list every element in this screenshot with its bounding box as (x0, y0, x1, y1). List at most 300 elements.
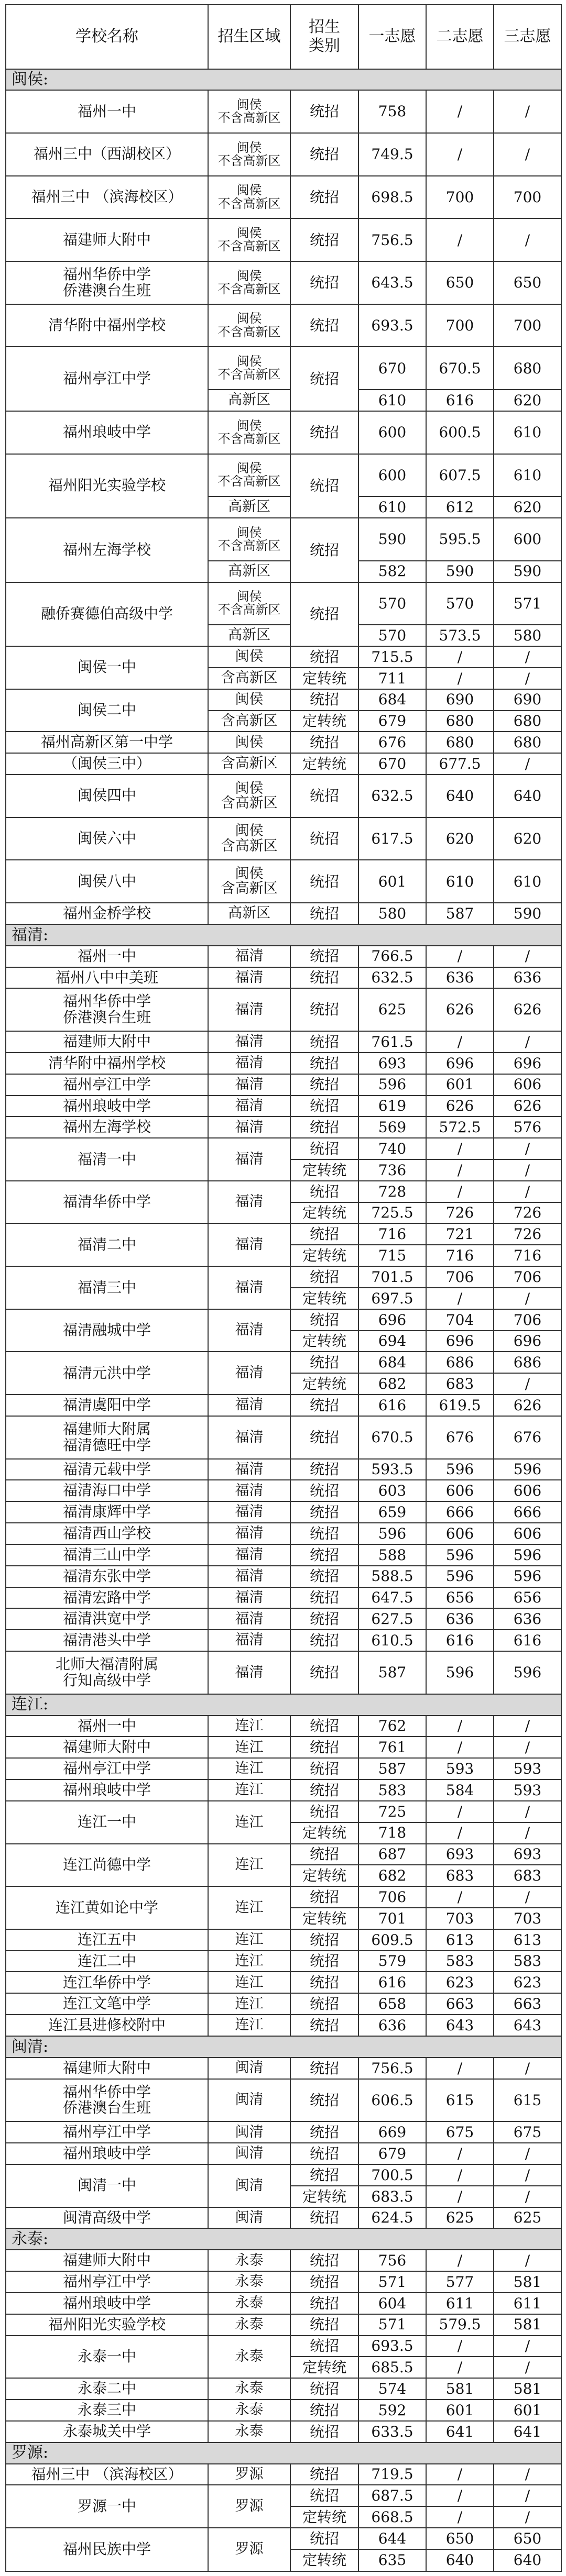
table-row (6, 1758, 561, 1779)
cell-school-name: 福清元载中学 (6, 1459, 208, 1480)
cell-second-choice: / (426, 1822, 494, 1844)
cell-second-choice: 615 (426, 2079, 494, 2122)
cell-first-choice: 728 (358, 1181, 426, 1202)
cell-school-name: 福清西山学校 (6, 1523, 208, 1544)
cell-school-name: 福清海口中学 (6, 1480, 208, 1501)
cell-third-choice: 590 (494, 561, 561, 582)
cell-enroll-type: 统招 (290, 2271, 358, 2293)
cell-first-choice: 756 (358, 2250, 426, 2271)
cell-second-choice: 601 (426, 2400, 494, 2421)
cell-second-choice: / (426, 2357, 494, 2378)
cell-enroll-type: 定转统 (290, 2506, 358, 2528)
cell-third-choice: / (494, 946, 561, 967)
cell-first-choice: 604 (358, 2293, 426, 2314)
cell-enroll-area: 闽清 (208, 2143, 290, 2164)
cell-third-choice: / (494, 2143, 561, 2164)
cell-enroll-type: 统招 (290, 2164, 358, 2186)
cell-enroll-type: 统招 (290, 2464, 358, 2485)
cell-enroll-area: 高新区 (208, 496, 290, 518)
cell-second-choice: 623 (426, 1972, 494, 1993)
cell-third-choice: 606 (494, 1523, 561, 1544)
cell-second-choice: / (426, 1159, 494, 1181)
cell-first-choice: 669 (358, 2121, 426, 2143)
cell-first-choice: 725 (358, 1801, 426, 1822)
cell-enroll-area: 高新区 (208, 390, 290, 411)
cell-first-choice: 632.5 (358, 775, 426, 817)
cell-school-name: 福州阳光实验学校 (6, 454, 208, 518)
cell-third-choice: 675 (494, 2121, 561, 2143)
cell-first-choice: 701.5 (358, 1266, 426, 1288)
cell-school-name: 连江文笔中学 (6, 1993, 208, 2015)
cell-first-choice: 711 (358, 668, 426, 689)
cell-second-choice: 625 (426, 2207, 494, 2229)
cell-enroll-type: 统招 (290, 2314, 358, 2336)
cell-second-choice: 683 (426, 1373, 494, 1395)
cell-enroll-area: 福清 (208, 1074, 290, 1096)
cell-second-choice: 612 (426, 496, 494, 518)
cell-second-choice: 680 (426, 732, 494, 753)
cell-second-choice: / (426, 90, 494, 133)
table-row (6, 1929, 561, 1951)
table-row (6, 1993, 561, 2015)
cell-enroll-type: 统招 (290, 2421, 358, 2442)
cell-enroll-area: 福清 (208, 1352, 290, 1395)
cell-first-choice: 579 (358, 1951, 426, 1972)
cell-enroll-type: 统招 (290, 1309, 358, 1331)
cell-school-name: 福清元洪中学 (6, 1352, 208, 1395)
cell-second-choice: / (426, 646, 494, 668)
cell-third-choice: 581 (494, 2314, 561, 2336)
cell-second-choice: / (426, 2143, 494, 2164)
header-school-name: 学校名称 (6, 5, 208, 69)
cell-enroll-area: 连江 (208, 1737, 290, 1758)
section-row (6, 1694, 561, 1716)
cell-third-choice: / (494, 2336, 561, 2357)
cell-enroll-area: 闽清 (208, 2058, 290, 2079)
header-third-choice: 三志愿 (494, 5, 561, 69)
cell-second-choice: / (426, 1801, 494, 1822)
table-row (6, 1352, 561, 1373)
cell-third-choice: 700 (494, 304, 561, 347)
cell-line: 闽侯 (236, 418, 262, 433)
header-row (6, 5, 561, 69)
cell-school-name (6, 261, 208, 304)
cell-second-choice: 676 (426, 1416, 494, 1459)
cell-enroll-area: 连江 (208, 1951, 290, 1972)
cell-third-choice: 606 (494, 1074, 561, 1096)
cell-third-choice: / (494, 133, 561, 176)
cell-third-choice: 593 (494, 1779, 561, 1801)
cell-second-choice: 650 (426, 261, 494, 304)
cell-enroll-area: 福清 (208, 1566, 290, 1587)
cell-school-name (6, 988, 208, 1031)
cell-enroll-type: 统招 (290, 1544, 358, 1566)
cell-first-choice: 588.5 (358, 1566, 426, 1587)
table-row (6, 775, 561, 817)
cell-enroll-type: 统招 (290, 817, 358, 860)
cell-second-choice: / (426, 1181, 494, 1202)
cell-enroll-type: 统招 (290, 2079, 358, 2122)
cell-school-name: 福州亭江中学 (6, 2121, 208, 2143)
cell-third-choice: 611 (494, 2293, 561, 2314)
cell-school-name: 福清二中 (6, 1223, 208, 1266)
cell-third-choice: 610 (494, 411, 561, 454)
cell-enroll-area (208, 454, 290, 497)
cell-first-choice: 635 (358, 2549, 426, 2571)
table-row (6, 2250, 561, 2271)
cell-first-choice: 684 (358, 689, 426, 711)
cell-third-choice: 606 (494, 1480, 561, 1501)
cell-school-name: 闽侯八中 (6, 860, 208, 903)
cell-enroll-area: 连江 (208, 1886, 290, 1929)
cell-first-choice: 633.5 (358, 2421, 426, 2442)
cell-first-choice: 569 (358, 1116, 426, 1138)
cell-school-name: 福清港头中学 (6, 1630, 208, 1651)
table-row (6, 946, 561, 967)
cell-first-choice: 716 (358, 1223, 426, 1245)
cell-third-choice: 596 (494, 1459, 561, 1480)
cell-second-choice: 570 (426, 582, 494, 625)
cell-second-choice: / (426, 2186, 494, 2207)
cell-school-name (6, 2079, 208, 2122)
cell-second-choice: 581 (426, 2378, 494, 2400)
table-row (6, 133, 561, 176)
cell-first-choice: 644 (358, 2528, 426, 2549)
table-row (6, 347, 561, 390)
cell-first-choice: 756.5 (358, 2058, 426, 2079)
cell-school-name: 福清一中 (6, 1138, 208, 1181)
cell-third-choice: 626 (494, 1395, 561, 1416)
cell-enroll-area (208, 347, 290, 390)
cell-first-choice: 647.5 (358, 1587, 426, 1609)
cell-second-choice: / (426, 1031, 494, 1053)
section-row (6, 69, 561, 91)
table-row (6, 2336, 561, 2357)
table-row (6, 1309, 561, 1331)
cell-enroll-type: 定转统 (290, 668, 358, 689)
table-row (6, 1630, 561, 1651)
table-row (6, 2079, 561, 2122)
cell-third-choice: 613 (494, 1929, 561, 1951)
table-row (6, 2421, 561, 2442)
cell-second-choice: 587 (426, 903, 494, 924)
cell-enroll-area: 永泰 (208, 2293, 290, 2314)
cell-enroll-type: 定转统 (290, 1908, 358, 1929)
cell-second-choice: 700 (426, 304, 494, 347)
cell-second-choice: / (426, 1138, 494, 1159)
table-row (6, 689, 561, 711)
cell-enroll-type: 统招 (290, 1223, 358, 1245)
cell-second-choice: 666 (426, 1501, 494, 1523)
cell-enroll-type: 统招 (290, 1651, 358, 1694)
cell-enroll-area: 福清 (208, 1587, 290, 1609)
cell-school-name: 福州八中中美班 (6, 967, 208, 989)
cell-line: 福州华侨中学 (62, 266, 151, 283)
cell-school-name: 福州一中 (6, 1716, 208, 1737)
cell-enroll-type: 统招 (290, 1266, 358, 1288)
cell-enroll-type: 统招 (290, 967, 358, 989)
cell-first-choice: 683.5 (358, 2186, 426, 2207)
cell-enroll-type: 统招 (290, 2400, 358, 2421)
cell-school-name: 福州一中 (6, 90, 208, 133)
cell-enroll-area: 罗源 (208, 2485, 290, 2528)
cell-third-choice: / (494, 1138, 561, 1159)
table-row (6, 218, 561, 261)
cell-enroll-area: 闽清 (208, 2079, 290, 2122)
cell-school-name: 永泰三中 (6, 2400, 208, 2421)
cell-first-choice: 606.5 (358, 2079, 426, 2122)
cell-school-name: 连江尚德中学 (6, 1844, 208, 1887)
cell-enroll-type: 统招 (290, 1459, 358, 1480)
cell-third-choice: / (494, 218, 561, 261)
cell-enroll-type: 统招 (290, 1031, 358, 1053)
cell-first-choice: 698.5 (358, 176, 426, 219)
cell-enroll-area: 永泰 (208, 2421, 290, 2442)
cell-school-name: 福州三中（西湖校区） (6, 133, 208, 176)
cell-second-choice: 636 (426, 1608, 494, 1630)
cell-school-name: 福清融城中学 (6, 1309, 208, 1352)
cell-school-name: 闽清一中 (6, 2164, 208, 2207)
cell-line: 不含高新区 (217, 153, 281, 168)
cell-enroll-type: 统招 (290, 1608, 358, 1630)
cell-second-choice: / (426, 1886, 494, 1908)
cell-third-choice: / (494, 2186, 561, 2207)
cell-first-choice: 685.5 (358, 2357, 426, 2378)
cell-first-choice: 687.5 (358, 2485, 426, 2506)
cell-enroll-area (208, 582, 290, 625)
table-row (6, 1844, 561, 1865)
cell-enroll-area: 含高新区 (208, 753, 290, 775)
cell-first-choice: 700.5 (358, 2164, 426, 2186)
cell-third-choice: 680 (494, 347, 561, 390)
cell-enroll-area: 闽侯 (208, 732, 290, 753)
table-row (6, 1266, 561, 1288)
cell-first-choice: 624.5 (358, 2207, 426, 2229)
cell-school-name: 福建师大附中 (6, 2058, 208, 2079)
cell-enroll-type: 统招 (290, 2485, 358, 2506)
cell-third-choice: 626 (494, 988, 561, 1031)
cell-first-choice: 706 (358, 1886, 426, 1908)
cell-first-choice: 600 (358, 454, 426, 497)
table-row (6, 1523, 561, 1544)
cell-enroll-type: 统招 (290, 582, 358, 647)
cell-enroll-type: 统招 (290, 1523, 358, 1544)
cell-first-choice: 761.5 (358, 1031, 426, 1053)
cell-school-name: 福州琅岐中学 (6, 1096, 208, 1117)
table-body (6, 5, 561, 2571)
table-row (6, 1501, 561, 1523)
cell-third-choice: 626 (494, 1096, 561, 1117)
cell-first-choice: 625 (358, 988, 426, 1031)
cell-line: 不含高新区 (217, 324, 281, 339)
cell-second-choice: 696 (426, 1053, 494, 1074)
cell-enroll-area: 含高新区 (208, 711, 290, 732)
cell-school-name: 福州琅岐中学 (6, 1779, 208, 1801)
cell-line: 侨港澳台生班 (62, 1009, 151, 1026)
cell-second-choice: 611 (426, 2293, 494, 2314)
table-row (6, 1651, 561, 1694)
cell-third-choice: / (494, 1886, 561, 1908)
cell-enroll-area: 福清 (208, 1223, 290, 1266)
cell-enroll-type: 统招 (290, 1181, 358, 1202)
cell-enroll-type: 定转统 (290, 2186, 358, 2207)
cell-third-choice: 690 (494, 689, 561, 711)
cell-first-choice: 570 (358, 582, 426, 625)
cell-third-choice: 726 (494, 1202, 561, 1224)
cell-line: 含高新区 (221, 837, 278, 854)
cell-enroll-type: 统招 (290, 304, 358, 347)
cell-enroll-area: 福清 (208, 1416, 290, 1459)
cell-school-name: 福建师大附中 (6, 1031, 208, 1053)
cell-first-choice: 761 (358, 1737, 426, 1758)
cell-school-name: 福州三中 （滨海校区） (6, 176, 208, 219)
cell-enroll-area: 福清 (208, 1116, 290, 1138)
cell-school-name: 闽清高级中学 (6, 2207, 208, 2229)
cell-first-choice: 643.5 (358, 261, 426, 304)
cell-school-name: 福州左海学校 (6, 1116, 208, 1138)
table-row (6, 1395, 561, 1416)
cell-enroll-area: 永泰 (208, 2378, 290, 2400)
cell-enroll-type: 定转统 (290, 1159, 358, 1181)
cell-enroll-type: 统招 (290, 1779, 358, 1801)
table-row (6, 2121, 561, 2143)
cell-second-choice: 706 (426, 1266, 494, 1288)
cell-line: 闽侯 (236, 183, 262, 198)
cell-second-choice: 596 (426, 1566, 494, 1587)
cell-second-choice: 670.5 (426, 347, 494, 390)
cell-school-name: 福清东张中学 (6, 1566, 208, 1587)
cell-first-choice: 694 (358, 1331, 426, 1352)
cell-enroll-area: 福清 (208, 1138, 290, 1181)
cell-enroll-area: 闽清 (208, 2207, 290, 2229)
cell-third-choice: / (494, 2058, 561, 2079)
cell-enroll-type: 统招 (290, 1716, 358, 1737)
cell-third-choice: 706 (494, 1309, 561, 1331)
cell-line: 福州华侨中学 (62, 2083, 151, 2100)
cell-enroll-area: 永泰 (208, 2314, 290, 2336)
cell-first-choice: 719.5 (358, 2464, 426, 2485)
cell-first-choice: 601 (358, 860, 426, 903)
cell-first-choice: 588 (358, 1544, 426, 1566)
cell-second-choice: 626 (426, 988, 494, 1031)
cell-line: 闽侯 (236, 226, 262, 240)
cell-school-name: 福州民族中学 (6, 2528, 208, 2571)
table-row (6, 1053, 561, 1074)
table-row (6, 261, 561, 304)
table-row (6, 1566, 561, 1587)
cell-third-choice: 703 (494, 1908, 561, 1929)
cell-third-choice: 650 (494, 261, 561, 304)
cell-second-choice: 677.5 (426, 753, 494, 775)
cell-second-choice: 721 (426, 1223, 494, 1245)
cell-second-choice: / (426, 1737, 494, 1758)
table-row (6, 2143, 561, 2164)
header-second-choice: 二志愿 (426, 5, 494, 69)
table-row (6, 1031, 561, 1053)
table-row (6, 454, 561, 497)
cell-school-name: 福州三中 （滨海校区） (6, 2464, 208, 2485)
cell-second-choice: / (426, 946, 494, 967)
table-row (6, 582, 561, 625)
cell-school-name: 福清三山中学 (6, 1544, 208, 1566)
cell-school-name: 福清洪宽中学 (6, 1608, 208, 1630)
cell-third-choice: 610 (494, 860, 561, 903)
cell-third-choice: 640 (494, 2549, 561, 2571)
cell-second-choice: 641 (426, 2421, 494, 2442)
cell-enroll-type: 统招 (290, 2336, 358, 2357)
cell-third-choice: 676 (494, 1416, 561, 1459)
cell-first-choice: 619 (358, 1096, 426, 1117)
cell-second-choice: 626 (426, 1096, 494, 1117)
cell-enroll-type: 定转统 (290, 711, 358, 732)
cell-second-choice: 613 (426, 1929, 494, 1951)
cell-enroll-area: 连江 (208, 1972, 290, 1993)
cell-enroll-area: 福清 (208, 988, 290, 1031)
cell-school-name: 福州高新区第一中学 (6, 732, 208, 753)
cell-first-choice: 687 (358, 1844, 426, 1865)
header-first-choice: 一志愿 (358, 5, 426, 69)
cell-second-choice: 595.5 (426, 518, 494, 561)
cell-enroll-type: 统招 (290, 775, 358, 817)
cell-line: 含高新区 (221, 880, 278, 897)
cell-second-choice: 579.5 (426, 2314, 494, 2336)
cell-third-choice: / (494, 1801, 561, 1822)
cell-second-choice: 643 (426, 2015, 494, 2036)
cell-third-choice: 610 (494, 454, 561, 497)
cell-second-choice: 700 (426, 176, 494, 219)
cell-enroll-type: 统招 (290, 1416, 358, 1459)
cell-enroll-type: 定转统 (290, 1288, 358, 1309)
cell-third-choice: / (494, 2357, 561, 2378)
cell-third-choice: 596 (494, 1566, 561, 1587)
cell-first-choice: 682 (358, 1865, 426, 1886)
cell-enroll-area (208, 518, 290, 561)
cell-enroll-type: 统招 (290, 732, 358, 753)
cell-second-choice: 590 (426, 561, 494, 582)
cell-first-choice: 570 (358, 625, 426, 646)
cell-first-choice: 658 (358, 1993, 426, 2015)
table-row (6, 1951, 561, 1972)
cell-third-choice: 596 (494, 1544, 561, 1566)
cell-enroll-type: 统招 (290, 90, 358, 133)
table-row (6, 988, 561, 1031)
admission-scores-table (5, 4, 562, 2572)
cell-first-choice: 679 (358, 2143, 426, 2164)
cell-first-choice: 668.5 (358, 2506, 426, 2528)
cell-line: 闽侯 (236, 354, 262, 369)
cell-first-choice: 582 (358, 561, 426, 582)
cell-enroll-type: 统招 (290, 1737, 358, 1758)
table-row (6, 2464, 561, 2485)
cell-first-choice: 718 (358, 1822, 426, 1844)
cell-first-choice: 610 (358, 496, 426, 518)
table-row (6, 2015, 561, 2036)
cell-enroll-area: 连江 (208, 1929, 290, 1951)
cell-third-choice: 623 (494, 1972, 561, 1993)
cell-third-choice: 615 (494, 2079, 561, 2122)
cell-enroll-type: 定转统 (290, 1245, 358, 1266)
cell-enroll-area (208, 90, 290, 133)
cell-third-choice: 581 (494, 2271, 561, 2293)
cell-third-choice: 641 (494, 2421, 561, 2442)
table-row (6, 518, 561, 561)
cell-enroll-type: 统招 (290, 218, 358, 261)
cell-second-choice: 619.5 (426, 1395, 494, 1416)
cell-first-choice: 679 (358, 711, 426, 732)
cell-enroll-type: 统招 (290, 1074, 358, 1096)
table-row (6, 2314, 561, 2336)
cell-second-choice: / (426, 668, 494, 689)
